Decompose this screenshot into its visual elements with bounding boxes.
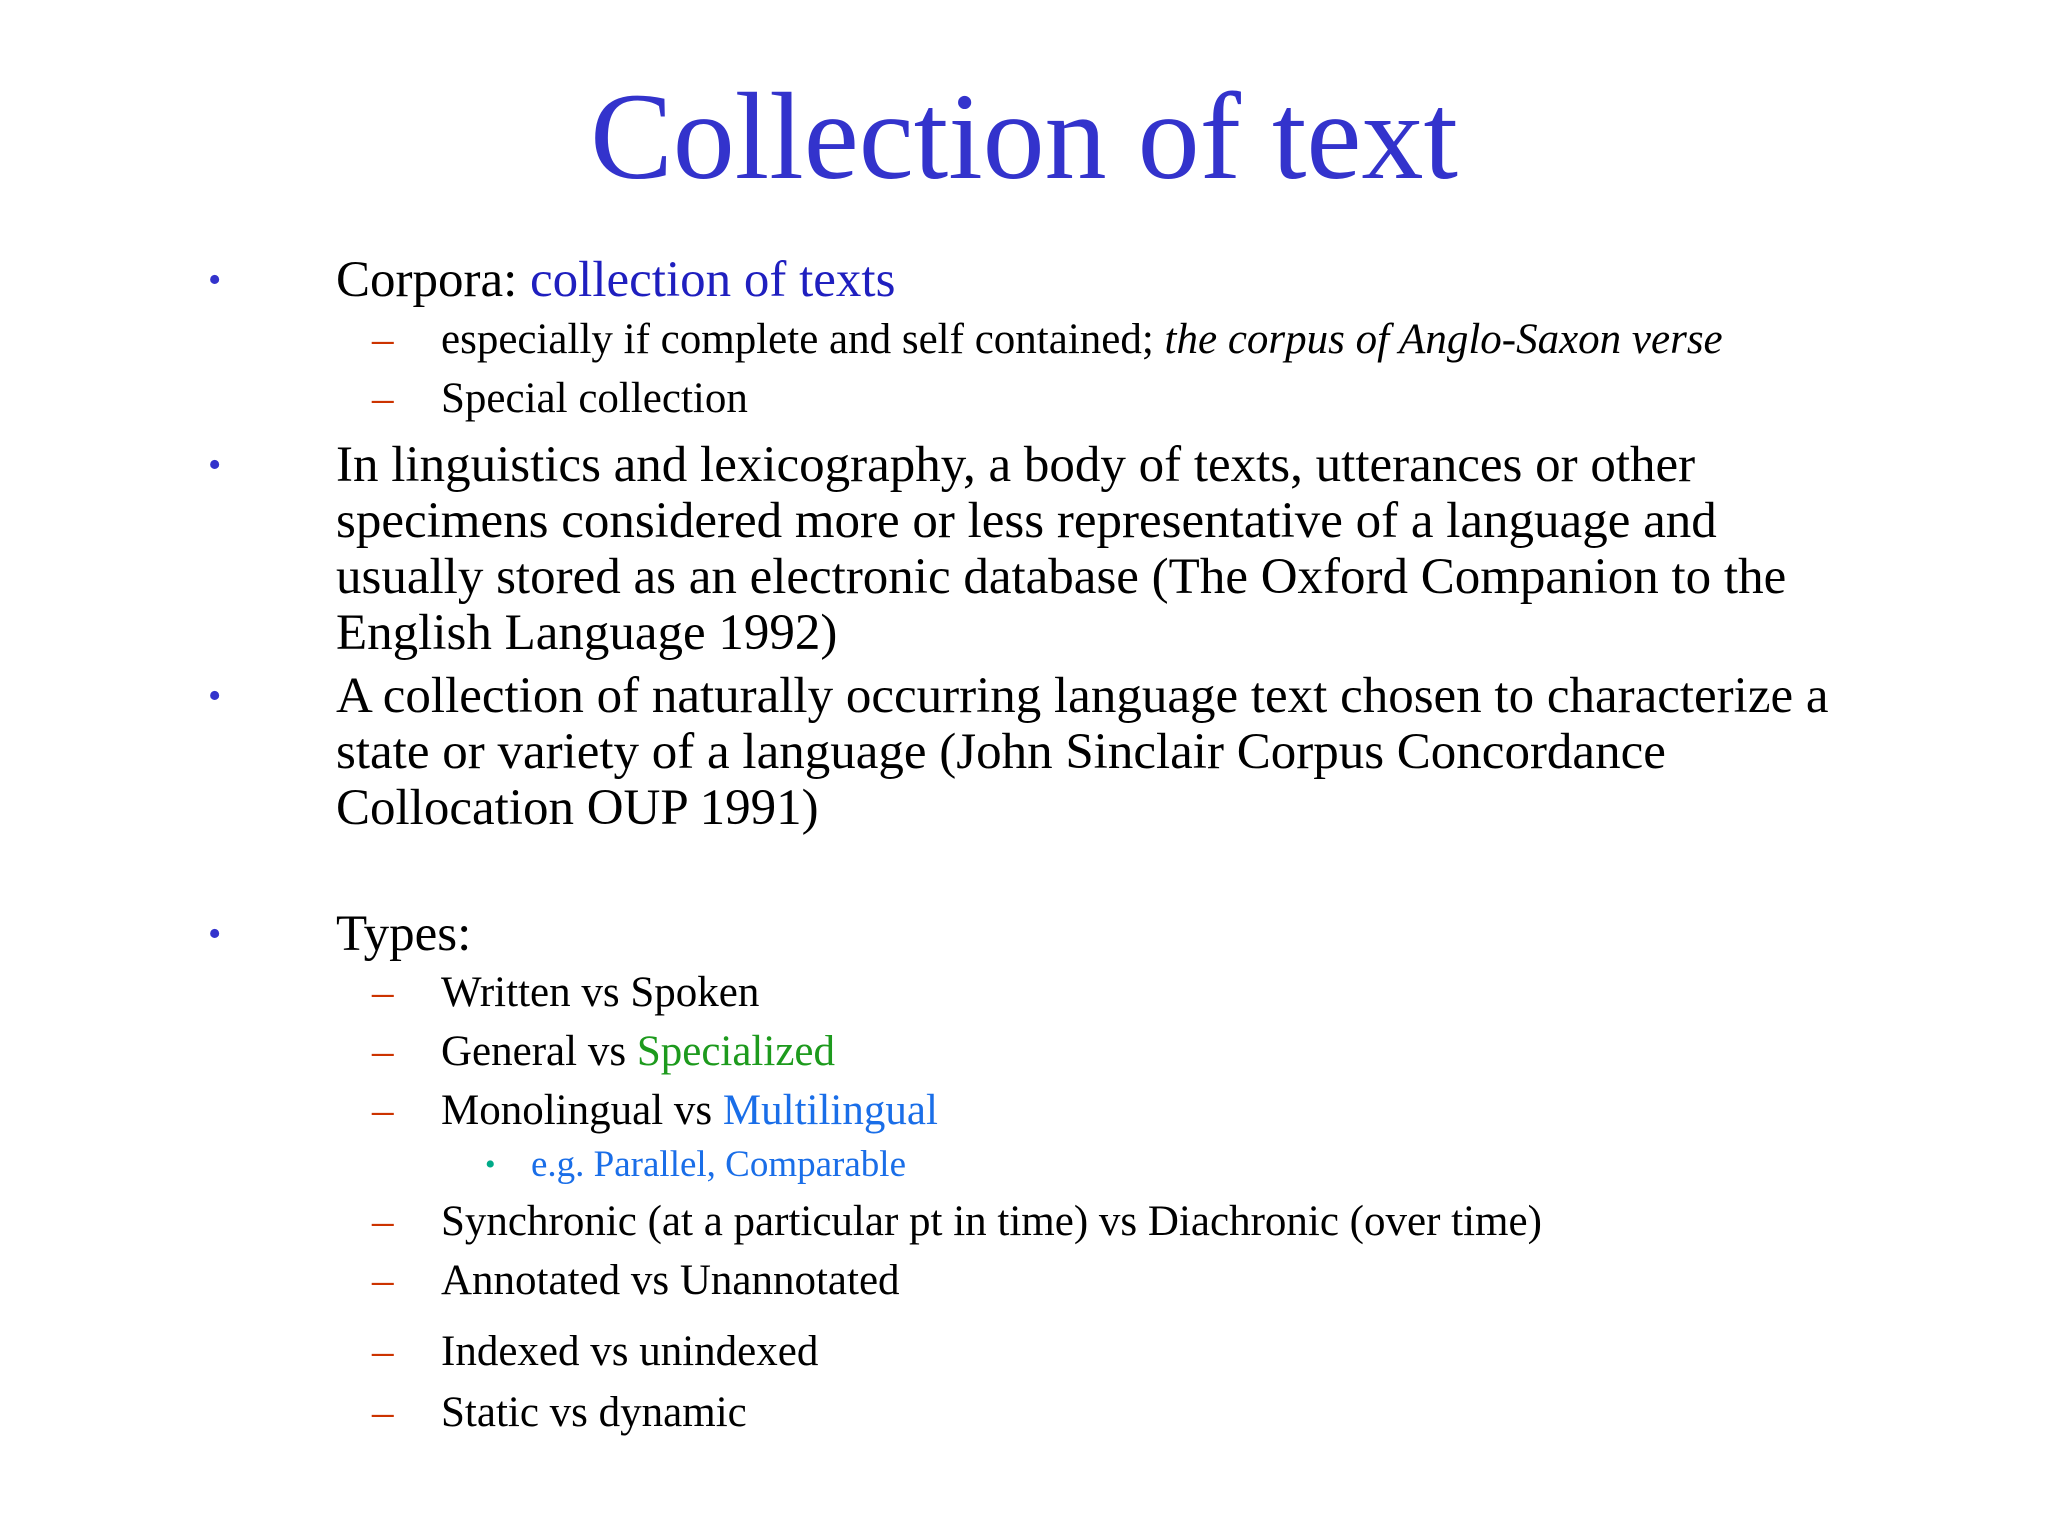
types-label: Types: — [336, 906, 472, 962]
complete-italic: the corpus of Anglo-Saxon verse — [1164, 316, 1723, 363]
sinclair-line: Collocation OUP 1991) — [336, 780, 819, 836]
type-general-text: General vs — [441, 1028, 637, 1075]
dash-icon: – — [372, 1328, 394, 1375]
type-general-highlight: Specialized — [636, 1028, 835, 1075]
dash-icon: – — [372, 1389, 394, 1436]
bullet-icon: • — [208, 444, 222, 486]
special-subitem: Special collection — [441, 375, 748, 422]
bullet-icon: • — [208, 913, 222, 955]
dash-icon: – — [372, 969, 394, 1016]
corpora-highlight: collection of texts — [530, 252, 896, 308]
dash-icon: – — [372, 316, 394, 363]
corpora-label: Corpora: — [336, 252, 531, 308]
dash-icon: – — [372, 1087, 394, 1134]
type-synchronic: Synchronic (at a particular pt in time) vs Diachronic (over time) — [441, 1198, 1542, 1245]
complete-subitem — [441, 315, 1723, 365]
dash-icon: – — [372, 1028, 394, 1075]
type-mono-highlight: Multilingual — [722, 1087, 938, 1134]
type-mono — [441, 1086, 938, 1136]
sinclair-line: state or variety of a language (John Sinclair Corpus Concordance — [336, 724, 1666, 780]
bullet-icon: • — [208, 675, 222, 717]
corpora-item — [336, 252, 895, 308]
type-general — [441, 1027, 835, 1077]
sinclair-line: A collection of naturally occurring language text chosen to characterize a — [336, 668, 1829, 724]
dash-icon: – — [372, 375, 394, 422]
dash-icon: – — [372, 1257, 394, 1304]
linguistics-line: English Language 1992) — [336, 605, 838, 661]
type-eg: e.g. Parallel, Comparable — [531, 1144, 907, 1185]
type-written: Written vs Spoken — [441, 969, 760, 1016]
type-mono-text: Monolingual vs — [441, 1087, 723, 1134]
linguistics-line: usually stored as an electronic database (The Oxford Companion to the — [336, 549, 1787, 605]
complete-text: especially if complete and self contained; — [441, 316, 1165, 363]
sub-bullet-icon: • — [485, 1148, 496, 1181]
type-static: Static vs dynamic — [441, 1389, 747, 1436]
type-annotated: Annotated vs Unannotated — [441, 1257, 900, 1304]
linguistics-line: specimens considered more or less representative of a language and — [336, 493, 1717, 549]
linguistics-line: In linguistics and lexicography, a body of texts, utterances or other — [336, 437, 1696, 493]
slide-title: Collection of text — [590, 68, 1458, 205]
dash-icon: – — [372, 1198, 394, 1245]
type-indexed: Indexed vs unindexed — [441, 1328, 819, 1375]
bullet-icon: • — [208, 259, 222, 301]
